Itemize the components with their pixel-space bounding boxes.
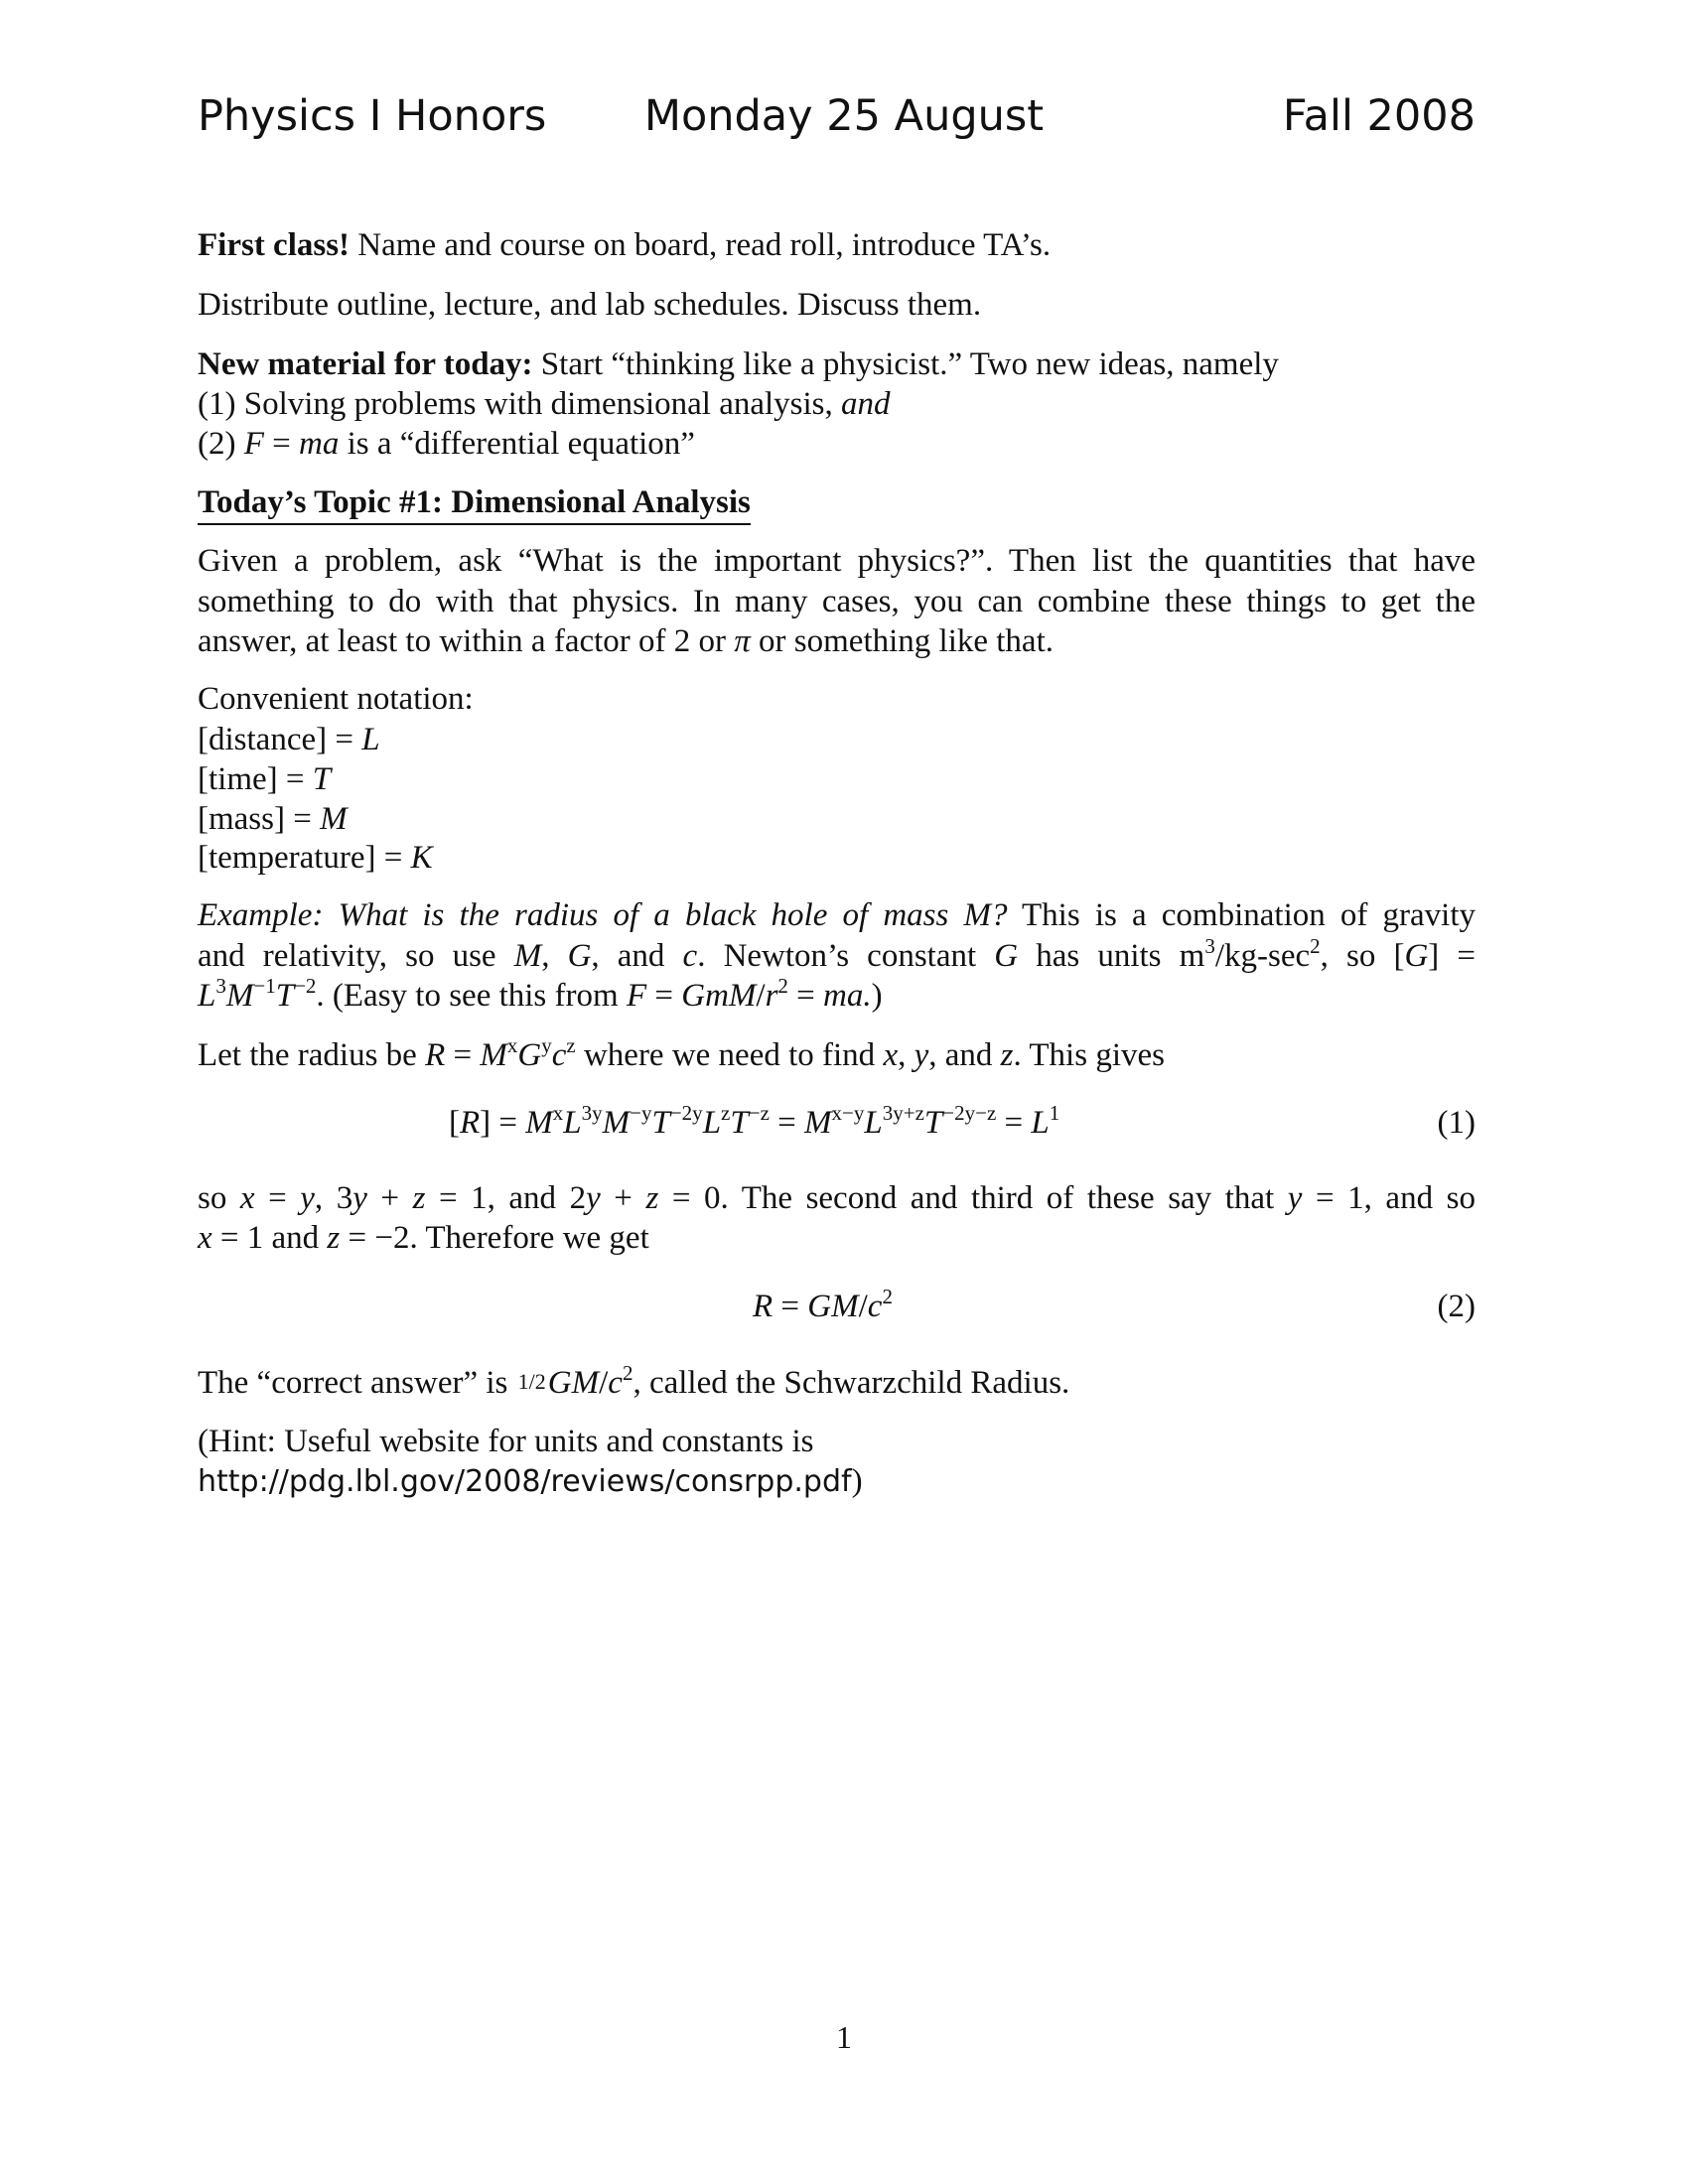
text-run: F — [243, 426, 264, 462]
text-run: Name and course on board, read roll, introduce TA’s. — [350, 227, 1052, 263]
text-run: [time] = — [198, 761, 313, 797]
text-run: 2 — [777, 974, 788, 998]
text-run: . This gives — [1013, 1037, 1165, 1073]
example-line — [198, 936, 1476, 976]
notation-mass — [198, 799, 348, 839]
equation-2 — [753, 1285, 893, 1325]
text-run: = — [254, 1180, 301, 1216]
text-run: (1) Solving problems with dimensional analysis, — [198, 386, 842, 422]
text-run: M — [513, 938, 542, 974]
text-run: G — [567, 938, 592, 974]
text-run: L — [361, 722, 380, 757]
paragraph-line — [198, 541, 1476, 581]
text-run: ) — [851, 1463, 863, 1499]
text-run: [mass] = — [198, 801, 321, 837]
text-run: = 1, and 2 — [425, 1180, 587, 1216]
text-run: z — [412, 1180, 426, 1216]
text-run: x — [239, 1180, 255, 1216]
text-run: has units m — [1018, 938, 1205, 974]
idea-2 — [198, 424, 695, 464]
solution-line — [198, 1178, 1476, 1218]
text-run: G — [994, 938, 1019, 974]
text-run: −z — [748, 1101, 770, 1125]
text-run: , — [898, 1037, 914, 1073]
text-run: + — [366, 1180, 413, 1216]
notation-distance — [198, 720, 380, 759]
text-run: y — [586, 1180, 601, 1216]
text-run: something to do with that physics. In many cases, you can combine these things to get the — [198, 584, 1476, 619]
text-run: / — [858, 1289, 868, 1324]
text-run: (2) — [198, 426, 244, 462]
solution-line — [198, 1218, 649, 1258]
text-run: 1 — [1049, 1101, 1060, 1125]
notation-label — [198, 679, 474, 719]
notation-temperature — [198, 838, 433, 878]
correct-answer-line — [198, 1362, 1069, 1403]
text-run: R — [460, 1105, 481, 1141]
text-run: = — [646, 978, 682, 1014]
text-run: answer, at least to within a factor of 2 or — [198, 623, 735, 659]
header-term: Fall 2008 — [1282, 91, 1476, 141]
text-run: R — [425, 1037, 446, 1073]
text-run: [temperature] = — [198, 840, 411, 876]
text-run: (Hint: Useful website for units and constants is — [198, 1424, 814, 1459]
text-run: −1 — [253, 974, 276, 998]
text-run: x — [506, 1033, 518, 1057]
text-run: G — [517, 1037, 542, 1073]
text-run: and relativity, so use — [198, 938, 514, 974]
text-run: = — [773, 1289, 808, 1324]
text-run: . Newton’s constant — [697, 938, 995, 974]
section-heading-topic-1 — [198, 482, 751, 525]
fraction: 1/2 — [517, 1369, 546, 1394]
text-run: Let the radius be — [198, 1037, 426, 1073]
text-run: , — [541, 938, 568, 974]
text-run: T — [923, 1105, 943, 1141]
text-run: L — [198, 978, 216, 1014]
text-run: 3y — [581, 1101, 603, 1125]
text-run: π — [734, 623, 751, 659]
text-run: L — [1031, 1105, 1050, 1141]
text-run: ] = — [1428, 938, 1477, 974]
text-run: 3y+z — [882, 1101, 924, 1125]
text-run: z — [566, 1033, 576, 1057]
text-run: z — [327, 1220, 341, 1256]
text-run: This is a combination of gravity — [1007, 897, 1476, 933]
text-run: = — [263, 426, 300, 462]
text-run: M — [602, 1105, 631, 1141]
text-run: G — [1404, 938, 1429, 974]
text-run: c — [551, 1037, 567, 1073]
text-run: Distribute outline, lecture, and lab schedules. Discuss them. — [198, 287, 982, 323]
header-date: Monday 25 August — [643, 91, 1045, 141]
text-run: z — [721, 1101, 731, 1125]
text-run: or something like that. — [750, 623, 1054, 659]
text-run: First class! — [198, 227, 351, 263]
hint-line — [198, 1422, 814, 1461]
text-run: M — [225, 978, 254, 1014]
text-run: T — [312, 761, 332, 797]
text-run: 2 — [1310, 934, 1321, 958]
text-run: M — [804, 1105, 832, 1141]
text-run: ma. — [823, 978, 872, 1014]
page-number: 1 — [836, 2019, 852, 2055]
text-run: r — [765, 978, 778, 1014]
text-run: T — [275, 978, 295, 1014]
text-run: x — [883, 1037, 899, 1073]
text-run: /kg-sec — [1214, 938, 1311, 974]
text-run: y — [1287, 1180, 1303, 1216]
text-run: L — [563, 1105, 582, 1141]
text-run: F — [626, 978, 647, 1014]
text-run: + — [600, 1180, 646, 1216]
text-run: GM — [807, 1289, 859, 1324]
text-run: GmM — [681, 978, 757, 1014]
text-run: = — [996, 1105, 1032, 1141]
idea-1 — [198, 384, 891, 424]
text-run: −y — [630, 1101, 652, 1125]
text-run: y — [541, 1033, 552, 1057]
text-run: −2y−z — [942, 1101, 997, 1125]
text-run: c — [867, 1289, 883, 1324]
text-run: ) — [871, 978, 883, 1014]
text-run: , 3 — [314, 1180, 353, 1216]
text-run: z — [1000, 1037, 1014, 1073]
text-run: so — [198, 1180, 240, 1216]
text-run: = 1, and so — [1302, 1180, 1476, 1216]
text-run: y — [352, 1180, 367, 1216]
text-run: = −2. Therefore we get — [340, 1220, 649, 1256]
example-line — [198, 976, 883, 1016]
text-run: R — [753, 1289, 774, 1324]
distribute-line — [198, 285, 981, 325]
header-course: Physics I Honors — [198, 91, 547, 141]
notation-time — [198, 759, 331, 799]
text-run: ] = — [480, 1105, 526, 1141]
text-run: / — [756, 978, 766, 1014]
paragraph-line — [198, 621, 1054, 661]
equation-1-number: (1) — [1437, 1105, 1476, 1141]
text-run: GM — [547, 1365, 600, 1401]
radius-line — [198, 1035, 1165, 1075]
text-run: = — [445, 1037, 481, 1073]
text-run: K — [410, 840, 433, 876]
text-run: M — [320, 801, 348, 837]
text-run: c — [608, 1365, 623, 1401]
text-run: L — [702, 1105, 722, 1141]
text-run: x−y — [831, 1101, 865, 1125]
text-run: . (Easy to see this from — [316, 978, 627, 1014]
text-run: and — [841, 386, 891, 422]
text-run: , called the Schwarzchild Radius. — [633, 1365, 1070, 1401]
example-line — [198, 895, 1476, 935]
text-run: x — [198, 1220, 212, 1256]
first-class-line — [198, 225, 1051, 265]
text-run: −2 — [294, 974, 317, 998]
text-run: c — [682, 938, 698, 974]
text-run: Example: What is the radius of a black hole of mass M? — [198, 897, 1008, 933]
text-run: ma — [299, 426, 340, 462]
text-run: The “correct answer” is — [198, 1365, 516, 1401]
text-run: L — [864, 1105, 883, 1141]
text-run: M — [525, 1105, 553, 1141]
text-run: Start “thinking like a physicist.” Two new ideas, namely — [532, 346, 1279, 382]
text-run: 2 — [622, 1361, 633, 1385]
text-run: http://pdg.lbl.gov/2008/reviews/consrpp.pdf — [198, 1464, 852, 1499]
hint-url-line — [198, 1461, 863, 1502]
text-run: = 0. The second and third of these say that — [658, 1180, 1288, 1216]
text-run: = 1 and — [211, 1220, 328, 1256]
text-run: 2 — [882, 1285, 893, 1308]
text-run: x — [552, 1101, 564, 1125]
text-run: New material for today: — [198, 346, 533, 382]
text-run: y — [914, 1037, 929, 1073]
equation-2-number: (2) — [1437, 1289, 1476, 1324]
text-run: / — [599, 1365, 609, 1401]
text-run: , so [ — [1320, 938, 1405, 974]
text-run: 3 — [215, 974, 226, 998]
text-run: [ — [449, 1105, 460, 1141]
text-run: M — [480, 1037, 507, 1073]
text-run: Given a problem, ask “What is the important physics?”. Then list the quantities that have — [198, 543, 1476, 579]
text-run: −2y — [669, 1101, 703, 1125]
text-run: where we need to find — [575, 1037, 884, 1073]
paragraph-line — [198, 582, 1476, 621]
text-run: [distance] = — [198, 722, 362, 757]
text-run: y — [300, 1180, 315, 1216]
text-run: Convenient notation: — [198, 681, 474, 717]
text-run: z — [645, 1180, 659, 1216]
text-run: is a “differential equation” — [339, 426, 695, 462]
text-run: Today’s Topic #1: Dimensional Analysis — [198, 484, 751, 520]
text-run: T — [651, 1105, 670, 1141]
text-run: = — [787, 978, 824, 1014]
text-run: 3 — [1204, 934, 1215, 958]
equation-1 — [449, 1101, 1060, 1142]
text-run: = — [769, 1105, 805, 1141]
text-run: , and — [591, 938, 683, 974]
new-material-line — [198, 344, 1279, 384]
text-run: T — [730, 1105, 749, 1141]
text-run: , and — [928, 1037, 1001, 1073]
